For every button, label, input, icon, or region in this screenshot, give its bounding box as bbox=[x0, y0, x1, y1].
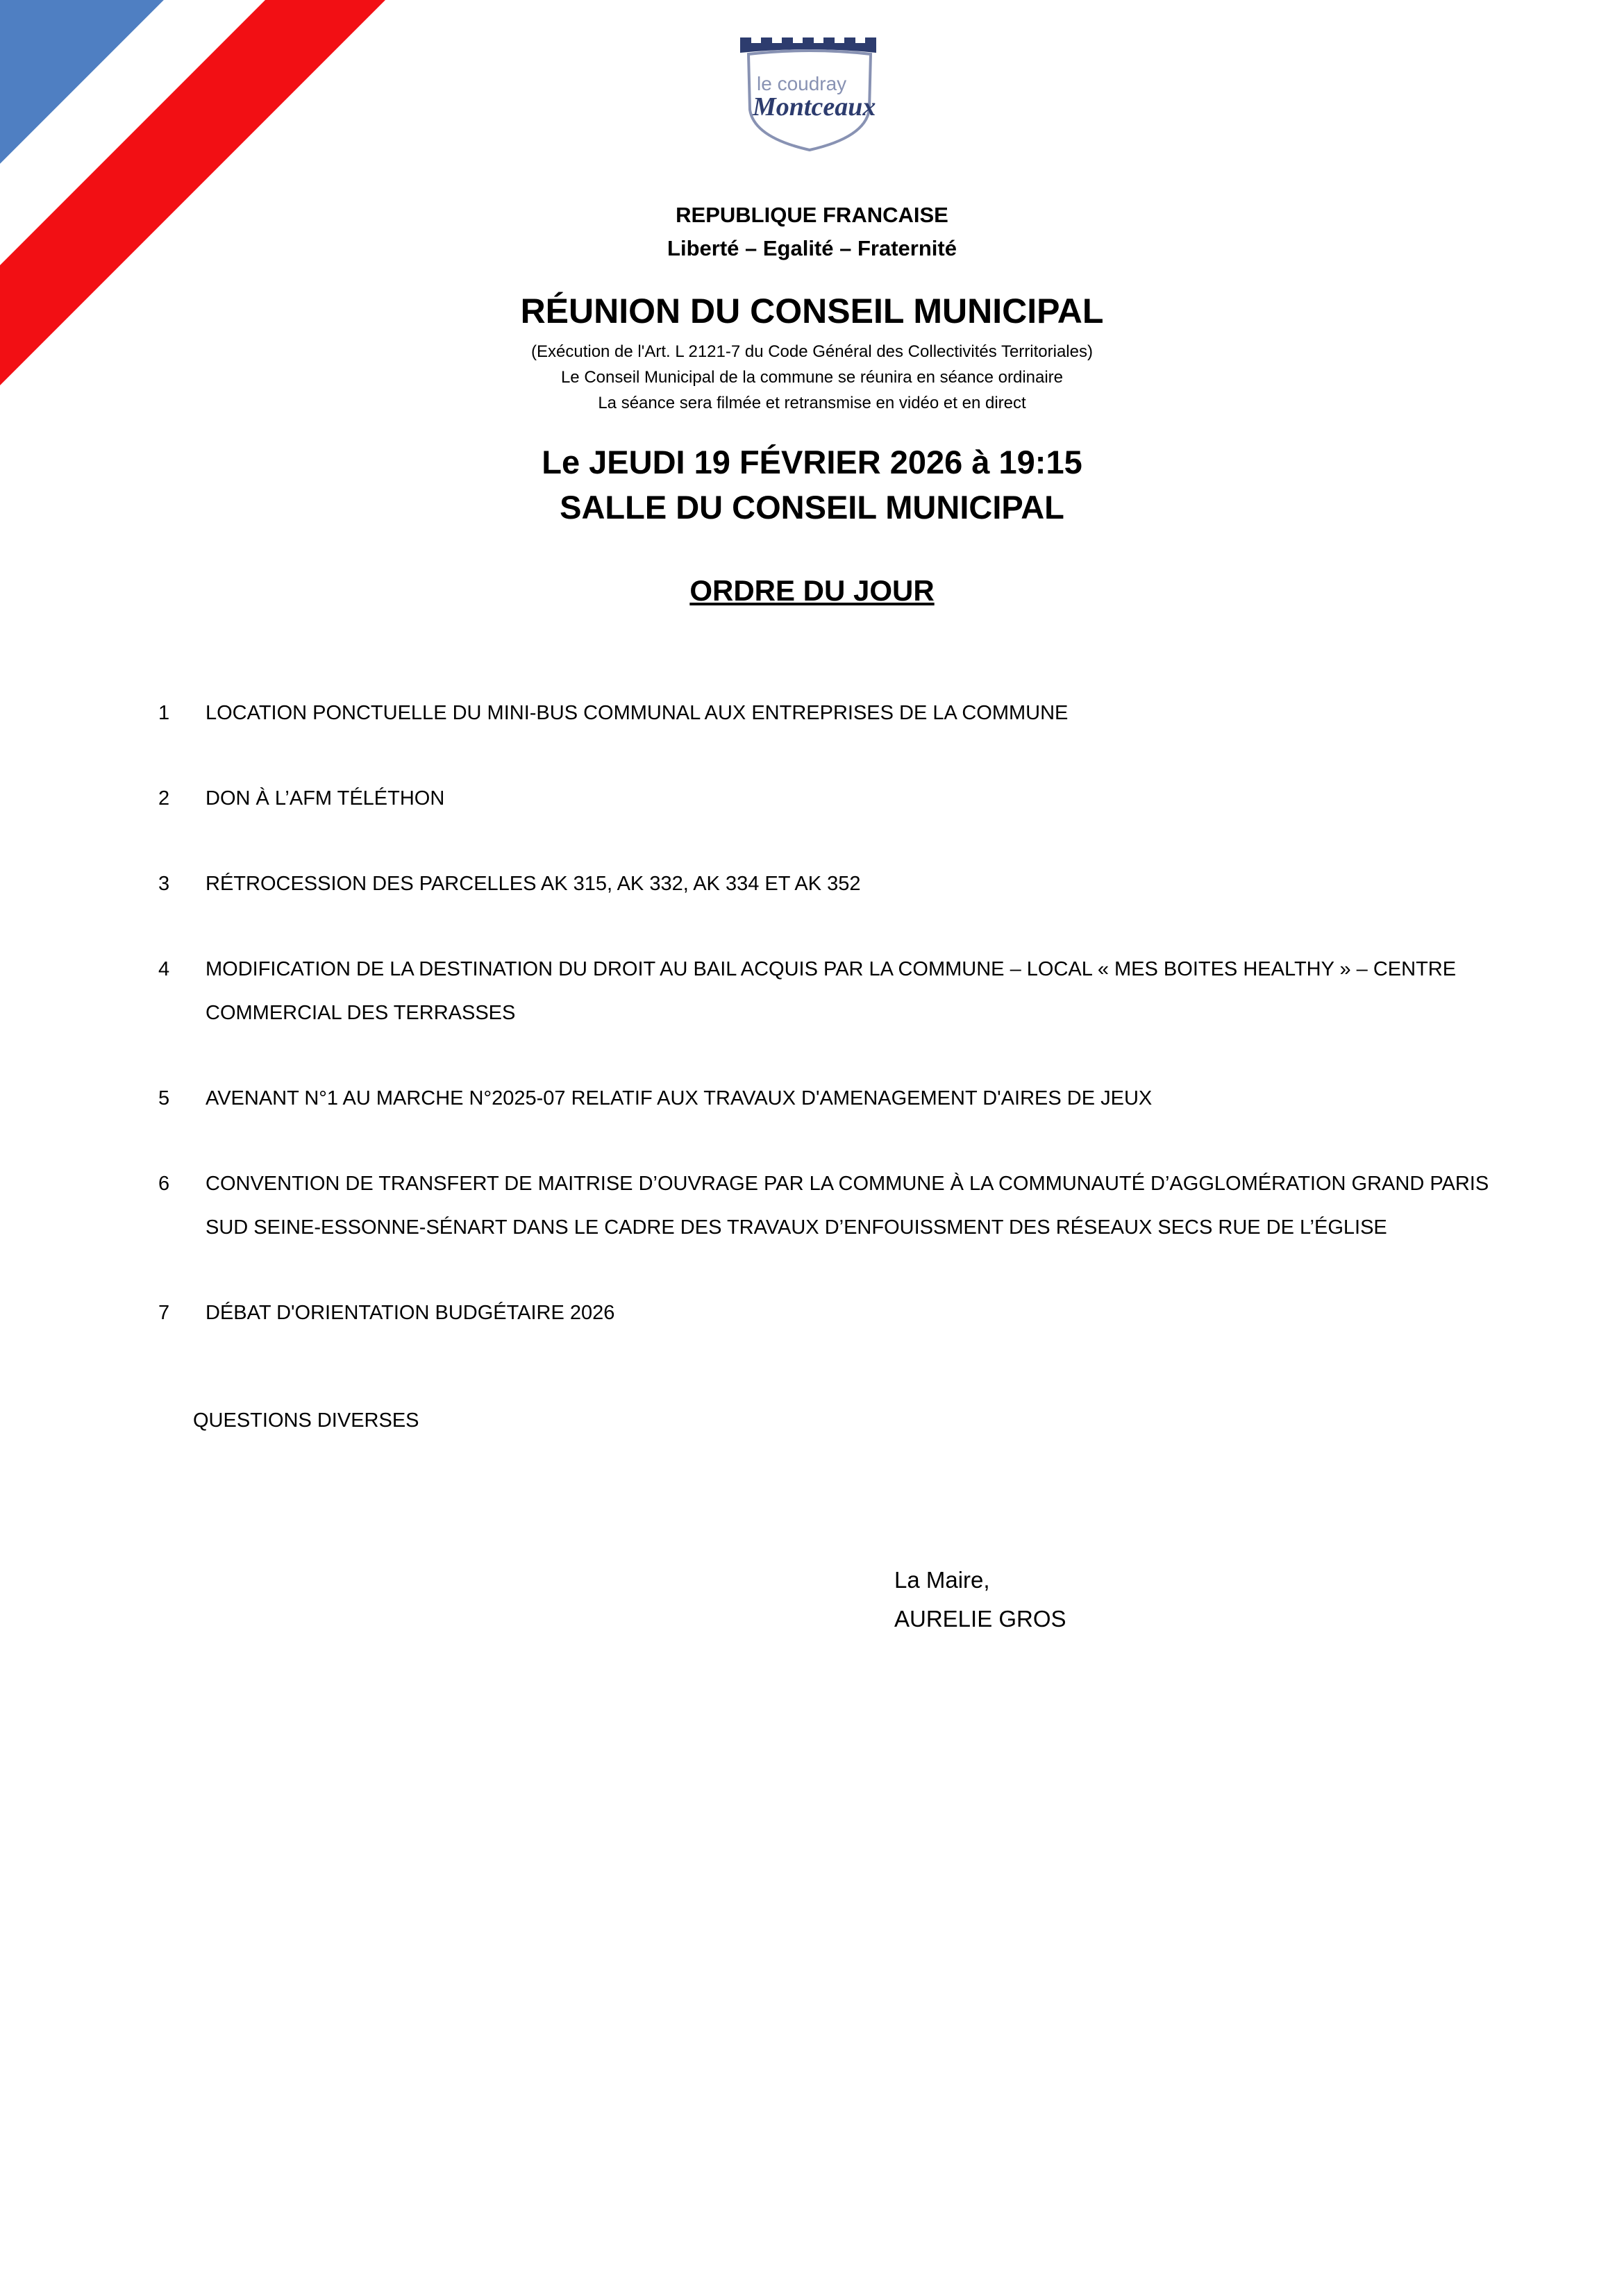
agenda-item-number: 1 bbox=[158, 702, 170, 724]
agenda-item bbox=[158, 1162, 1512, 1250]
agenda-item bbox=[158, 1291, 1512, 1335]
agenda-item bbox=[158, 692, 1512, 735]
meeting-title: RÉUNION DU CONSEIL MUNICIPAL bbox=[520, 292, 1104, 330]
signatory-name: AURELIE GROS bbox=[894, 1606, 1066, 1632]
other-questions: QUESTIONS DIVERSES bbox=[193, 1409, 419, 1432]
agenda-item-number: 4 bbox=[158, 958, 170, 980]
meeting-venue: SALLE DU CONSEIL MUNICIPAL bbox=[560, 489, 1064, 526]
agenda-item bbox=[158, 1077, 1512, 1121]
agenda-item-number: 6 bbox=[158, 1173, 170, 1195]
agenda-item-number: 5 bbox=[158, 1087, 170, 1109]
convocation-text: Le Conseil Municipal de la commune se réunira en séance ordinaire bbox=[560, 368, 1064, 387]
agenda-item-text: CONVENTION DE TRANSFERT DE MAITRISE D’OUVRAGE PAR LA COMMUNE À LA COMMUNAUTÉ D’AGGLOMÉRATION GRAND PARIS SUD SEINE-ESSONNE-SÉNART DANS LE CADRE DES TRAVAUX D’ENFOUISSMENT DES RÉSEAUX SECS RUE DE L’ÉGLISE bbox=[206, 1173, 1489, 1239]
logo-line2: Montceaux bbox=[753, 92, 876, 121]
republic-motto: Liberté – Egalité – Fraternité bbox=[667, 236, 957, 260]
logo-line1: le coudray bbox=[757, 73, 847, 94]
agenda-item bbox=[158, 777, 1512, 821]
agenda-item-text: RÉTROCESSION DES PARCELLES AK 315, AK 332, AK 334 ET AK 352 bbox=[206, 873, 861, 895]
agenda-item bbox=[158, 862, 1512, 906]
agenda-item-number: 7 bbox=[158, 1302, 170, 1324]
legal-reference: (Exécution de l'Art. L 2121-7 du Code Général des Collectivités Territoriales) bbox=[531, 342, 1093, 361]
agenda-title: ORDRE DU JOUR bbox=[689, 574, 935, 607]
agenda-item-text: LOCATION PONCTUELLE DU MINI-BUS COMMUNAL AUX ENTREPRISES DE LA COMMUNE bbox=[206, 702, 1069, 724]
republic-label: REPUBLIQUE FRANCAISE bbox=[676, 203, 948, 227]
signature-block bbox=[894, 1561, 1066, 1639]
agenda-item-number: 2 bbox=[158, 787, 170, 810]
agenda-item-text: DÉBAT D'ORIENTATION BUDGÉTAIRE 2026 bbox=[206, 1302, 615, 1324]
agenda-item-text: MODIFICATION DE LA DESTINATION DU DROIT AU BAIL ACQUIS PAR LA COMMUNE – LOCAL « MES BOITES HEALTHY » – CENTRE COMMERCIAL DES TERRASSES bbox=[206, 958, 1457, 1024]
agenda-item bbox=[158, 948, 1512, 1035]
document-header bbox=[0, 199, 1624, 610]
broadcast-notice: La séance sera filmée et retransmise en vidéo et en direct bbox=[598, 394, 1026, 412]
agenda-item-text: AVENANT N°1 AU MARCHE N°2025-07 RELATIF AUX TRAVAUX D'AMENAGEMENT D'AIRES DE JEUX bbox=[206, 1087, 1153, 1109]
meeting-date: Le JEUDI 19 FÉVRIER 2026 à 19:15 bbox=[542, 444, 1082, 480]
agenda-item-number: 3 bbox=[158, 873, 170, 895]
agenda-list bbox=[158, 692, 1512, 1377]
municipality-logo bbox=[733, 33, 903, 153]
agenda-item-text: DON À L’AFM TÉLÉTHON bbox=[206, 787, 445, 810]
signatory-role: La Maire, bbox=[894, 1567, 990, 1593]
